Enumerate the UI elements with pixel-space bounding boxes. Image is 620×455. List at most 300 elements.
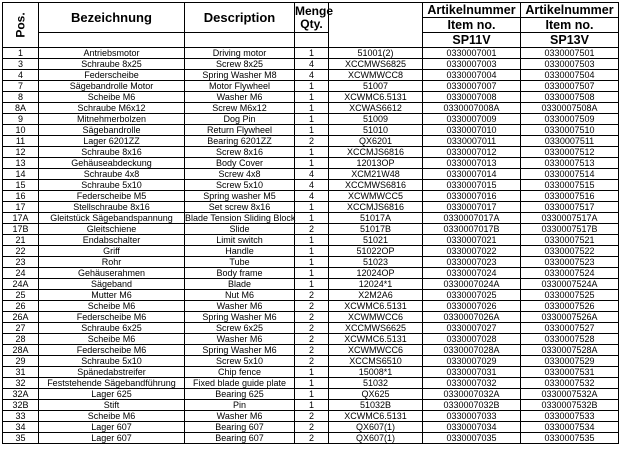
qty-cell: 1 <box>295 147 329 158</box>
sp13v-cell: 0330007527 <box>521 323 619 334</box>
bezeichnung-cell: Schraube M6x12 <box>39 103 185 114</box>
sp13v-cell: 0330007517A <box>521 213 619 224</box>
description-cell: Screw M6x12 <box>185 103 295 114</box>
sp11v-cell: 0330007010 <box>423 125 521 136</box>
description-cell: Washer M6 <box>185 411 295 422</box>
bezeichnung-subheader <box>39 33 185 48</box>
sp13v-cell: 0330007534 <box>521 422 619 433</box>
code-cell: 51032B <box>329 400 423 411</box>
table-row <box>3 191 619 202</box>
pos-cell: 26 <box>3 301 39 312</box>
code-cell: XCWMC6.5131 <box>329 92 423 103</box>
bezeichnung-cell: Schraube 8x25 <box>39 59 185 70</box>
pos-cell: 24 <box>3 268 39 279</box>
qty-cell: 2 <box>295 334 329 345</box>
bezeichnung-cell: Antriebsmotor <box>39 48 185 59</box>
qty-cell: 1 <box>295 213 329 224</box>
sp11v-cell: 0330007011 <box>423 136 521 147</box>
bezeichnung-cell: Scheibe M6 <box>39 411 185 422</box>
description-cell: Spring Washer M6 <box>185 312 295 323</box>
description-cell: Fixed blade guide plate <box>185 378 295 389</box>
sp13v-cell: 0330007523 <box>521 257 619 268</box>
table-row <box>3 48 619 59</box>
bezeichnung-cell: Scheibe M6 <box>39 92 185 103</box>
sp11v-cell: 0330007028A <box>423 345 521 356</box>
table-row <box>3 136 619 147</box>
sp13v-cell: 0330007504 <box>521 70 619 81</box>
code-cell: X2M2A6 <box>329 290 423 301</box>
table-row <box>3 114 619 125</box>
qty-cell: 2 <box>295 345 329 356</box>
sp11v-cell: 0330007024A <box>423 279 521 290</box>
description-subheader <box>185 33 295 48</box>
sp13v-cell: 0330007535 <box>521 433 619 444</box>
pos-cell: 13 <box>3 158 39 169</box>
qty-cell: 1 <box>295 235 329 246</box>
sp13v-cell: 0330007528A <box>521 345 619 356</box>
pos-cell: 8 <box>3 92 39 103</box>
bezeichnung-cell: Sägeband <box>39 279 185 290</box>
qty-cell: 4 <box>295 59 329 70</box>
sp13v-cell: 0330007533 <box>521 411 619 422</box>
table-row <box>3 279 619 290</box>
code-cell: XCCMJS6816 <box>329 202 423 213</box>
sp11v-cell: 0330007015 <box>423 180 521 191</box>
code-cell: XCWMWCC5 <box>329 191 423 202</box>
table-row <box>3 257 619 268</box>
pos-cell: 17A <box>3 213 39 224</box>
pos-cell: 4 <box>3 70 39 81</box>
description-cell: Bearing 625 <box>185 389 295 400</box>
sp13v-cell: 0330007510 <box>521 125 619 136</box>
description-cell: Spring Washer M6 <box>185 345 295 356</box>
code-cell: XCWMC6.5131 <box>329 411 423 422</box>
code-cell: 51017A <box>329 213 423 224</box>
bezeichnung-cell: Federscheibe M6 <box>39 312 185 323</box>
description-cell: Limit switch <box>185 235 295 246</box>
sp13v-cell: 0330007516 <box>521 191 619 202</box>
code-cell: XCWMC6.5131 <box>329 301 423 312</box>
code-cell: 51022OP <box>329 246 423 257</box>
bezeichnung-cell: Feststehende Sägebandführung <box>39 378 185 389</box>
code-cell: 51001(2) <box>329 48 423 59</box>
description-cell: Screw 8x25 <box>185 59 295 70</box>
sp11v-cell: 0330007035 <box>423 433 521 444</box>
code-cell: 51010 <box>329 125 423 136</box>
table-row <box>3 224 619 235</box>
sp13v-cell: 0330007531 <box>521 367 619 378</box>
qty-cell: 2 <box>295 312 329 323</box>
qty-cell: 1 <box>295 378 329 389</box>
description-cell: Spring Washer M8 <box>185 70 295 81</box>
code-cell: QX6201 <box>329 136 423 147</box>
description-cell: Motor Flywheel <box>185 81 295 92</box>
art1-header: Artikelnummer <box>423 3 521 18</box>
qty-cell: 1 <box>295 246 329 257</box>
sp13v-cell: 0330007528 <box>521 334 619 345</box>
sp11v-cell: 0330007009 <box>423 114 521 125</box>
code-cell: 51021 <box>329 235 423 246</box>
pos-cell: 33 <box>3 411 39 422</box>
sp13v-cell: 0330007501 <box>521 48 619 59</box>
bezeichnung-cell: Stellschraube 8x16 <box>39 202 185 213</box>
code-cell: XCCMWS6816 <box>329 180 423 191</box>
pos-cell: 24A <box>3 279 39 290</box>
code-cell: 12013OP <box>329 158 423 169</box>
description-cell: Screw 5x10 <box>185 356 295 367</box>
pos-cell: 32 <box>3 378 39 389</box>
pos-cell: 34 <box>3 422 39 433</box>
bezeichnung-cell: Lager 6201ZZ <box>39 136 185 147</box>
pos-cell: 32B <box>3 400 39 411</box>
sp11v-cell: 0330007013 <box>423 158 521 169</box>
table-row <box>3 389 619 400</box>
bezeichnung-cell: Lager 625 <box>39 389 185 400</box>
pos-cell: 9 <box>3 114 39 125</box>
sp11v-cell: 0330007017 <box>423 202 521 213</box>
pos-cell: 14 <box>3 169 39 180</box>
code-cell: XCCMS6510 <box>329 356 423 367</box>
pos-cell: 21 <box>3 235 39 246</box>
description-header: Description <box>185 3 295 33</box>
qty-cell: 1 <box>295 202 329 213</box>
qty-cell: 1 <box>295 268 329 279</box>
table-row <box>3 246 619 257</box>
description-cell: Bearing 607 <box>185 422 295 433</box>
table-row <box>3 312 619 323</box>
sp13v-cell: 0330007524 <box>521 268 619 279</box>
table-row <box>3 301 619 312</box>
bezeichnung-cell: Griff <box>39 246 185 257</box>
table-row <box>3 202 619 213</box>
code-cell: XCCMWS6625 <box>329 323 423 334</box>
qty-cell: 2 <box>295 323 329 334</box>
qty-cell: 2 <box>295 422 329 433</box>
sp13v-cell: 0330007521 <box>521 235 619 246</box>
table-row <box>3 180 619 191</box>
sp11v-cell: 0330007029 <box>423 356 521 367</box>
qty-cell: 4 <box>295 191 329 202</box>
header-row-3 <box>3 33 619 48</box>
pos-cell: 23 <box>3 257 39 268</box>
qty-cell: 1 <box>295 389 329 400</box>
sp13v-cell: 0330007526 <box>521 301 619 312</box>
description-cell: Body Cover <box>185 158 295 169</box>
qty-header-line2: Qty. <box>300 16 323 31</box>
code-cell: 51023 <box>329 257 423 268</box>
bezeichnung-cell: Schraube 5x10 <box>39 180 185 191</box>
art2-header: Artikelnummer <box>521 3 619 18</box>
pos-cell: 8A <box>3 103 39 114</box>
sp11v-cell: 0330007025 <box>423 290 521 301</box>
table-row <box>3 268 619 279</box>
pos-cell: 22 <box>3 246 39 257</box>
code-cell: XCWMWCC8 <box>329 70 423 81</box>
table-row <box>3 433 619 444</box>
sp11v-cell: 0330007003 <box>423 59 521 70</box>
sp13v-cell: 0330007529 <box>521 356 619 367</box>
bezeichnung-cell: Schraube 8x16 <box>39 147 185 158</box>
table-row <box>3 323 619 334</box>
table-row <box>3 411 619 422</box>
parts-rows <box>3 48 619 444</box>
sp11v-cell: 0330007026 <box>423 301 521 312</box>
table-row <box>3 147 619 158</box>
table-row <box>3 158 619 169</box>
description-cell: Spring washer M5 <box>185 191 295 202</box>
sp13v-cell: 0330007532A <box>521 389 619 400</box>
code-cell: QX607(1) <box>329 433 423 444</box>
description-cell: Pin <box>185 400 295 411</box>
sp13v-cell: 0330007526A <box>521 312 619 323</box>
sp11v-cell: 0330007028 <box>423 334 521 345</box>
qty-cell: 1 <box>295 48 329 59</box>
sp11v-cell: 0330007001 <box>423 48 521 59</box>
code-cell: QX625 <box>329 389 423 400</box>
qty-cell: 1 <box>295 103 329 114</box>
bezeichnung-cell: Lager 607 <box>39 422 185 433</box>
qty-cell: 1 <box>295 81 329 92</box>
qty-cell: 2 <box>295 356 329 367</box>
table-row <box>3 378 619 389</box>
sp13v-cell: 0330007524A <box>521 279 619 290</box>
sp13v-cell: 0330007522 <box>521 246 619 257</box>
bezeichnung-cell: Gehäuserahmen <box>39 268 185 279</box>
table-row <box>3 59 619 70</box>
bezeichnung-cell: Federscheibe M6 <box>39 345 185 356</box>
pos-cell: 17 <box>3 202 39 213</box>
qty-cell: 1 <box>295 114 329 125</box>
sp11v-cell: 0330007033 <box>423 411 521 422</box>
description-cell: Dog Pin <box>185 114 295 125</box>
qty-header <box>295 3 334 33</box>
sp13v-cell: 0330007517 <box>521 202 619 213</box>
table-row <box>3 125 619 136</box>
qty-cell: 2 <box>295 136 329 147</box>
sp11v-cell: 0330007004 <box>423 70 521 81</box>
sp13v-cell: 0330007514 <box>521 169 619 180</box>
description-cell: Body frame <box>185 268 295 279</box>
sp11v-cell: 0330007032 <box>423 378 521 389</box>
code-cell: XCWAS6612 <box>329 103 423 114</box>
qty-cell: 4 <box>295 180 329 191</box>
description-cell: Washer M6 <box>185 334 295 345</box>
bezeichnung-cell: Gehäuseabdeckung <box>39 158 185 169</box>
bezeichnung-cell: Scheibe M6 <box>39 301 185 312</box>
sp13v-cell: 0330007532 <box>521 378 619 389</box>
sp13v-cell: 0330007517B <box>521 224 619 235</box>
table-row <box>3 400 619 411</box>
description-cell: Tube <box>185 257 295 268</box>
code-cell: XCWMWCC6 <box>329 312 423 323</box>
sp13v-cell: 0330007512 <box>521 147 619 158</box>
pos-header: Pos. <box>3 3 39 48</box>
sp11v-cell: 0330007032A <box>423 389 521 400</box>
description-cell: Washer M6 <box>185 92 295 103</box>
description-cell: Driving motor <box>185 48 295 59</box>
code-cell: 51007 <box>329 81 423 92</box>
description-cell: Slide <box>185 224 295 235</box>
parts-table <box>2 2 619 444</box>
table-row <box>3 103 619 114</box>
description-cell: Handle <box>185 246 295 257</box>
table-row <box>3 367 619 378</box>
table-row <box>3 422 619 433</box>
sp11v-cell: 0330007016 <box>423 191 521 202</box>
code-cell: 51017B <box>329 224 423 235</box>
description-cell: Screw 6x25 <box>185 323 295 334</box>
bezeichnung-cell: Stift <box>39 400 185 411</box>
code-cell: 15008*1 <box>329 367 423 378</box>
qty-cell: 1 <box>295 367 329 378</box>
table-row <box>3 345 619 356</box>
description-cell: Nut M6 <box>185 290 295 301</box>
table-row <box>3 92 619 103</box>
sp11v-cell: 0330007023 <box>423 257 521 268</box>
model-sp13v: SP13V <box>521 33 619 48</box>
pos-cell: 7 <box>3 81 39 92</box>
sp11v-cell: 0330007008 <box>423 92 521 103</box>
description-cell: Screw 5x10 <box>185 180 295 191</box>
table-row <box>3 334 619 345</box>
qty-cell: 4 <box>295 70 329 81</box>
bezeichnung-cell: Gleitschiene <box>39 224 185 235</box>
table-row <box>3 356 619 367</box>
bezeichnung-cell: Federscheibe <box>39 70 185 81</box>
bezeichnung-cell: Mitnehmerbolzen <box>39 114 185 125</box>
description-cell: Screw 4x8 <box>185 169 295 180</box>
code-cell: XCWMWCC6 <box>329 345 423 356</box>
sp13v-cell: 0330007532B <box>521 400 619 411</box>
bezeichnung-cell: Schraube 6x25 <box>39 323 185 334</box>
bezeichnung-cell: Schraube 5x10 <box>39 356 185 367</box>
qty-cell: 2 <box>295 411 329 422</box>
sp11v-cell: 0330007017A <box>423 213 521 224</box>
sp11v-cell: 0330007024 <box>423 268 521 279</box>
sp11v-cell: 0330007032B <box>423 400 521 411</box>
code-cell: 12024*1 <box>329 279 423 290</box>
pos-cell: 28A <box>3 345 39 356</box>
pos-cell: 28 <box>3 334 39 345</box>
sp13v-cell: 0330007508 <box>521 92 619 103</box>
qty-cell: 1 <box>295 400 329 411</box>
sp13v-cell: 0330007511 <box>521 136 619 147</box>
bezeichnung-cell: Gleitstück Sägebandspannung <box>39 213 185 224</box>
pos-cell: 3 <box>3 59 39 70</box>
sp13v-cell: 0330007507 <box>521 81 619 92</box>
sp11v-cell: 0330007031 <box>423 367 521 378</box>
bezeichnung-cell: Lager 607 <box>39 433 185 444</box>
qty-cell: 4 <box>295 169 329 180</box>
description-cell: Washer M6 <box>185 301 295 312</box>
sp13v-cell: 0330007509 <box>521 114 619 125</box>
pos-cell: 27 <box>3 323 39 334</box>
qty-cell: 1 <box>295 125 329 136</box>
description-cell: Return Flywheel <box>185 125 295 136</box>
bezeichnung-cell: Schraube 4x8 <box>39 169 185 180</box>
sp11v-cell: 0330007007 <box>423 81 521 92</box>
pos-cell: 31 <box>3 367 39 378</box>
description-cell: Blade <box>185 279 295 290</box>
art2-itemno-header: Item no. <box>521 18 619 33</box>
sp11v-cell: 0330007008A <box>423 103 521 114</box>
code-cell: XCCMJS6816 <box>329 147 423 158</box>
bezeichnung-cell: Scheibe M6 <box>39 334 185 345</box>
sp13v-cell: 0330007508A <box>521 103 619 114</box>
code-cell: 51009 <box>329 114 423 125</box>
code-cell: XCM21W48 <box>329 169 423 180</box>
sp11v-cell: 0330007022 <box>423 246 521 257</box>
bezeichnung-cell: Mutter M6 <box>39 290 185 301</box>
code-header <box>329 3 423 48</box>
sp13v-cell: 0330007515 <box>521 180 619 191</box>
parts-list <box>2 2 618 444</box>
sp13v-cell: 0330007503 <box>521 59 619 70</box>
qty-cell: 1 <box>295 257 329 268</box>
description-cell: Blade Tension Sliding Block <box>185 212 296 223</box>
sp11v-cell: 0330007017B <box>423 224 521 235</box>
pos-cell: 11 <box>3 136 39 147</box>
table-row <box>3 213 619 224</box>
qty-header-line1: Menge <box>295 3 334 18</box>
sp13v-cell: 0330007513 <box>521 158 619 169</box>
qty-cell: 2 <box>295 301 329 312</box>
table-row <box>3 81 619 92</box>
pos-cell: 1 <box>3 48 39 59</box>
sp11v-cell: 0330007027 <box>423 323 521 334</box>
pos-cell: 12 <box>3 147 39 158</box>
table-row <box>3 70 619 81</box>
bezeichnung-cell: Endabschalter <box>39 235 185 246</box>
bezeichnung-cell: Rohr <box>39 257 185 268</box>
qty-subheader <box>295 33 329 48</box>
code-cell: XCCMWS6825 <box>329 59 423 70</box>
code-cell: XCWMC6.5131 <box>329 334 423 345</box>
model-sp11v: SP11V <box>423 33 521 48</box>
code-cell: QX607(1) <box>329 422 423 433</box>
code-cell: 51032 <box>329 378 423 389</box>
art1-itemno-header: Item no. <box>423 18 521 33</box>
bezeichnung-cell: Spänedabstreifer <box>39 367 185 378</box>
sp11v-cell: 0330007014 <box>423 169 521 180</box>
bezeichnung-cell: Sägebandrolle Motor <box>39 81 185 92</box>
qty-cell: 1 <box>295 279 329 290</box>
code-cell: 12024OP <box>329 268 423 279</box>
pos-cell: 26A <box>3 312 39 323</box>
description-cell: Set screw 8x16 <box>185 202 295 213</box>
header-row <box>3 3 619 18</box>
sp11v-cell: 0330007034 <box>423 422 521 433</box>
bezeichnung-cell: Federscheibe M5 <box>39 191 185 202</box>
pos-cell: 15 <box>3 180 39 191</box>
qty-cell: 2 <box>295 433 329 444</box>
description-cell: Chip fence <box>185 367 295 378</box>
table-row <box>3 235 619 246</box>
bezeichnung-cell: Sägebandrolle <box>39 125 185 136</box>
table-row <box>3 169 619 180</box>
qty-cell: 2 <box>295 290 329 301</box>
description-cell: Bearing 6201ZZ <box>185 136 295 147</box>
sp11v-cell: 0330007021 <box>423 235 521 246</box>
table-row <box>3 290 619 301</box>
qty-cell: 1 <box>295 92 329 103</box>
bezeichnung-header: Bezeichnung <box>39 3 185 33</box>
sp11v-cell: 0330007026A <box>423 312 521 323</box>
pos-cell: 29 <box>3 356 39 367</box>
sp11v-cell: 0330007012 <box>423 147 521 158</box>
qty-cell: 1 <box>295 158 329 169</box>
qty-cell: 2 <box>295 224 329 235</box>
